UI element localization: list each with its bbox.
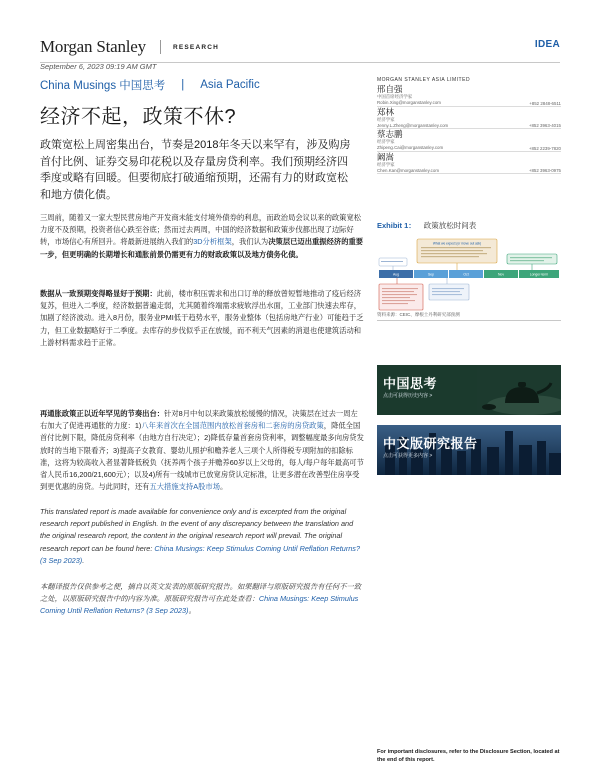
promo-subtitle: 点击可获得历史内容 > [383,393,433,399]
research-label: RESEARCH [172,43,220,51]
idea-tag: IDEA [534,39,560,50]
series-separator: | [181,79,185,91]
contact-email[interactable]: Robin.Xing@morganstanley.com [377,100,441,105]
contact-role: 经济学家 [377,116,395,122]
timeline-label-aug: Aug [392,272,400,277]
p3-text: 针对8月中旬以来政策放松缓慢的情况，决策层在过去一周左右加大了促进再通胀的力度：1) [40,409,358,431]
contact-email[interactable]: Zhipeng.Cai@morganstanley.com [377,145,444,150]
p3-end: 。 [220,482,228,492]
timeline-top-box-lines [421,250,483,251]
promo-subtitle: 点击可获得更多内容 > [383,453,433,459]
promo-title: 中文版研究报告 [383,436,478,451]
contact-entry [377,107,561,130]
series-name[interactable]: China Musings 中国思考 [40,80,166,92]
timeline-top-box-lines [421,256,479,257]
contact-role: 经济学家 [377,139,395,144]
timeline-bottom-left-lines [382,291,414,292]
timeline-bottom-mid-lines [432,288,464,289]
timeline-bottom-left-lines [382,294,417,295]
contact-phone: +852 3963-4015 [528,123,561,128]
contact-name: 阚嵩 [377,151,395,162]
p4-text: This translated report is made available for convenience only and is excerpted from the original research report published in English. In the event of any discrepancy between the translation and the original research report, the content in the original research report will prevail. The original research report can be found here: [40,507,354,553]
p5-text: 本翻译报告仅供参考之便，摘自以英文发表的原版研究报告。如果翻译与原版研究报告有任何不一致之处，以原版研究报告中的内容为准。原版研究报告可在此处查看： [40,582,362,604]
timeline-right-box-lines [510,260,544,261]
translation-note-cn [40,581,364,618]
p1-text2: ，我们认为 [231,237,269,247]
link-a-share-measures[interactable]: 五大措施支持A股市场 [149,482,220,492]
timeline-top-box-lines [421,247,491,248]
paragraph-data [40,288,364,349]
p2-text: 此前，楼市积压需求和出口订单的释放曾短暂地推动了疫后经济复苏，但进入二季度，经济数据普遍走弱，尤其随着终端需求疲软浮出水面，工业部门快速去库存，加剧了经济波动。进入8月份，服务业PMI低于趋势水平，服务业整体（包括房地产行业）可能趋于乏力，但工业数据略好于二季度。去库存的步伐似乎正在放缓，而不利天气因素的消退也使建筑活动和上游材料需求趋于正常。 [40,289,364,347]
series-line [40,77,260,93]
timeline-label-nov: Nov [497,272,505,277]
disclosure-note: For important disclosures, refer to the Disclosure Section, located at the end of this report. [377,749,560,763]
promo-title: 中国思考 [383,376,438,391]
timeline-bottom-left-lines [382,303,408,304]
contact-name: 蔡志鹏 [377,129,403,139]
contact-entry [377,152,561,175]
p3-text2: ，降低全国首付比例下限，降低房贷利率（由地方自行决定）；2)降低存量首套房贷利率，调整幅度最多向房贷发放时的当地下限看齐；3)提高子女教育、婴幼儿照护和赡养老人三项个人所得税专项附加的扣除标准，这将为较高收入者显著降低税负（抚养两个孩子并赡养60岁以上父母的，每人/每户每年最高可节省人民币16,200/21,600元）；以及4)所有一线城市已放宽房贷认定标准，让更多潜在改善型住房享受到更优惠的房贷。与此同时，还有 [40,421,364,492]
timeline-top-box-lines [421,253,487,254]
timeline-label-oct: Oct [463,272,469,277]
contact-phone: +852 2239-7820 [528,145,561,151]
link-original-report-en[interactable]: China Musings: Keep Stimulus Coming Until Reflation Returns? (3 Sep 2023) [40,543,361,565]
contact-email[interactable]: Chen.Kan@morganstanley.com [377,167,439,173]
timeline-left-box-lines [381,261,403,262]
lead-summary: 政策宽松上周密集出台，节奏是2018年冬天以来罕有，涉及购房首付比例、证券交易印花税以及存量房贷利率。我们预期经济四季度或略有回暖。但要彻底打破通缩预期，还需有力的财政宽松和地方债化债。 [40,139,351,201]
contact-name: 郑林 [377,106,395,117]
contact-name: 邢自强 [377,84,403,94]
contact-phone: +852 3963-0975 [528,168,561,173]
timeline-top-box-title: What we expect (or move out ask) [432,241,482,246]
region-name[interactable]: Asia Pacific [200,79,260,91]
contact-divider [377,173,561,174]
policy-timeline-diagram [377,236,561,314]
timeline-right-box-lines [510,257,552,258]
p4-end: . [82,555,85,565]
timeline-bottom-mid-lines [432,294,462,295]
org-name: MORGAN STANLEY ASIA LIMITED [377,77,471,83]
timeline-bottom-mid-lines [432,291,460,292]
exhibit-source: 资料来源：CEIC、摩根士丹利研究部预测 [377,312,460,317]
sidebar-rule [377,320,561,321]
translation-note-en [40,506,364,567]
publish-date: September 6, 2023 09:19 AM GMT [40,62,157,71]
p1-bold: 决策层已迈出重振经济的重要一步，但更明确的长期增长和通胀前景仍需更有力的财政政策以及地方债务化债。 [40,237,364,259]
contact-entry [377,84,561,107]
exhibit-heading [377,220,561,231]
contact-entry [377,129,561,152]
exhibit-label: Exhibit 1： [377,221,416,230]
timeline-bottom-left-lines [382,297,410,298]
p5-end: 。 [188,606,196,616]
p3-bold: 再通胀政策正以近年罕见的节奏出台： [40,409,165,418]
contact-role: 中国首席经济学家 [377,94,413,99]
timeline-bottom-left-lines [382,288,418,289]
report-title: 经济不起，政策不休? [40,106,237,128]
link-3d-framework[interactable]: 3D分析框架 [193,237,232,247]
contact-list [377,84,561,174]
contact-phone: +852 2848-6511 [529,100,561,106]
paragraph-policy [40,408,364,493]
timeline-right-box [507,254,557,264]
promo-chinese-reports[interactable] [377,425,561,475]
link-original-report-cn[interactable]: China Musings: Keep Stimulus Coming Until Reflation Returns? (3 Sep 2023) [40,594,359,616]
masthead-divider [160,40,161,54]
contact-email[interactable]: Jenny.L.Zheng@morganstanley.com [377,122,449,128]
paragraph-intro [40,212,364,261]
p2-bold: 数据从一致预期变得略显好于预期： [40,289,157,298]
exhibit-caption: 政策放松时间表 [423,221,477,230]
contact-role: 经济学家 [377,161,395,167]
timeline-bottom-left-lines [382,300,415,301]
masthead [40,36,219,58]
p1-text: 三周前，随着又一家大型民营房地产开发商未能支付境外债券的利息，而政治局会议以来的政策宽松力度不及预期，投资者信心跌至谷底；然而过去两周，中国的经济数据和政策步伐都出现了边际好转，市场信心有所回升。将最新进展纳入我们的 [40,213,362,247]
timeline-label-sep: Sep [427,272,435,277]
timeline-label-longer-term: Longer-term [529,272,549,277]
link-mortgage-policy[interactable]: 八年来首次在全国范围内放松首套房和二套房的房贷政策 [141,421,324,431]
promo-china-musings[interactable] [377,365,561,415]
morgan-stanley-logo: Morgan Stanley [40,37,146,56]
